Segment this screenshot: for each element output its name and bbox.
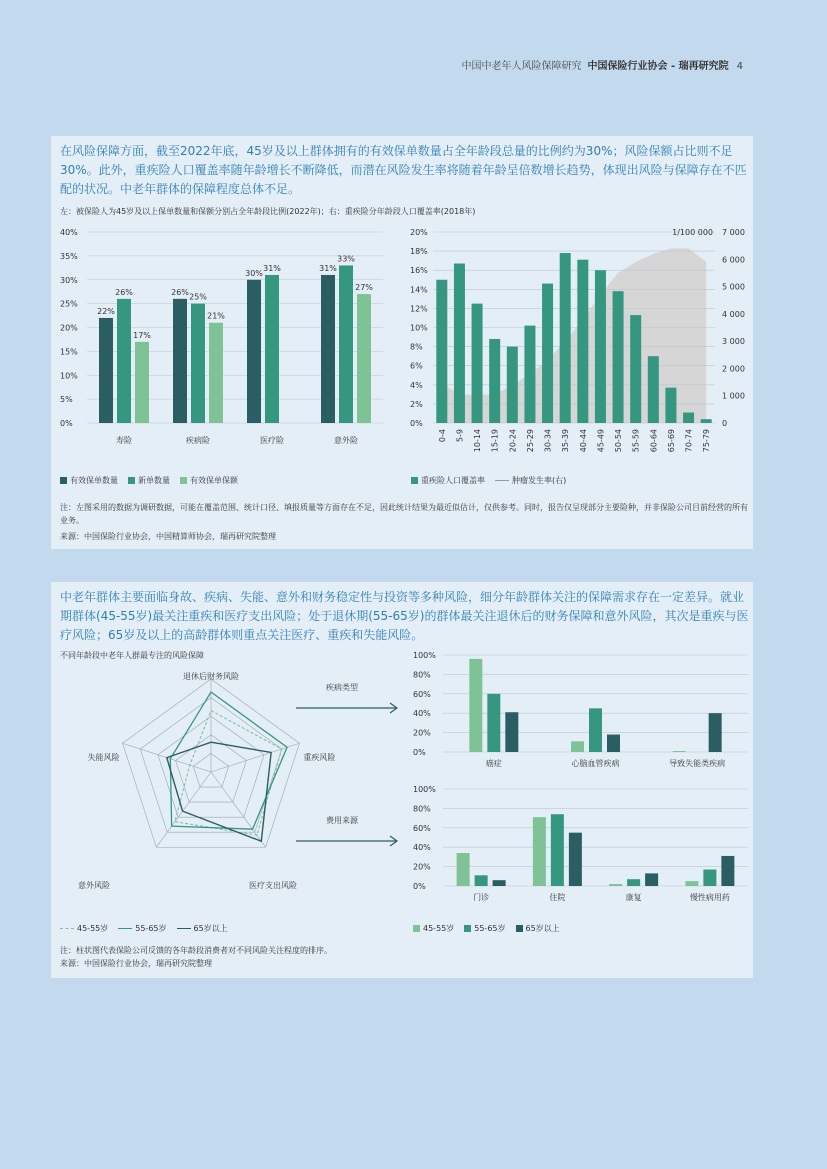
bars-legend bbox=[413, 923, 560, 934]
x-tick-label: 75-79 bbox=[702, 429, 712, 453]
bar bbox=[135, 342, 149, 423]
y-tick-label: 20% bbox=[410, 228, 428, 237]
radar-axis-label: 失能风险 bbox=[87, 753, 120, 762]
bar bbox=[560, 253, 571, 423]
arrows bbox=[291, 672, 411, 902]
y-tick-label: 80% bbox=[413, 670, 431, 680]
bar bbox=[645, 873, 658, 886]
coverage-intro: 在风险保障方面，截至2022年底，45岁及以上群体拥有的有效保单数量占全年龄段总量的比例约为30%；风险保额占比则不足30%。此外，重疾险人口覆盖率随年龄增长不断降低，而潜在风险发生率将随着年龄呈倍数增长趋势，体现出风险与保障存在不匹配的状况。中老年群体的保障程度总体不足。 bbox=[60, 144, 747, 196]
coverage-panel bbox=[51, 136, 753, 549]
bar bbox=[542, 284, 553, 423]
bar bbox=[701, 419, 712, 423]
legend-item: 45-55岁 bbox=[413, 923, 454, 934]
y-tick-label: 14% bbox=[410, 285, 428, 295]
bar bbox=[321, 275, 335, 423]
bar bbox=[609, 884, 622, 886]
y2-tick-label: 2 000 bbox=[722, 364, 745, 374]
bar bbox=[703, 870, 716, 886]
x-tick-label: 30-34 bbox=[543, 429, 553, 453]
bar bbox=[721, 856, 734, 886]
x-tick-label: 40-44 bbox=[578, 429, 588, 453]
x-tick-label: 意外险 bbox=[334, 436, 358, 445]
bar bbox=[99, 318, 113, 423]
x-tick-label: 50-54 bbox=[614, 429, 624, 453]
bar bbox=[683, 412, 694, 423]
bar bbox=[454, 264, 465, 423]
x-tick-label: 慢性病用药 bbox=[689, 893, 730, 902]
bar bbox=[191, 304, 205, 423]
y-tick-label: 0% bbox=[413, 748, 426, 757]
radar-title: 不同年龄段中老年人群最专注的风险保障 bbox=[60, 651, 204, 660]
cost-source-chart bbox=[403, 782, 753, 912]
bar bbox=[613, 291, 624, 423]
x-tick-label: 医疗险 bbox=[260, 436, 284, 445]
y2-unit-label: 1/100 000 bbox=[672, 228, 713, 237]
legend-item: 45-55岁 bbox=[60, 923, 108, 934]
y2-tick-label: 7 000 bbox=[722, 228, 745, 237]
bar bbox=[673, 751, 686, 752]
bar bbox=[665, 388, 676, 423]
page-header bbox=[462, 57, 744, 72]
bar bbox=[577, 260, 588, 423]
x-tick-label: 心脑血管疾病 bbox=[571, 759, 620, 768]
x-tick-label: 70-74 bbox=[684, 429, 694, 453]
y-tick-label: 2% bbox=[410, 399, 423, 409]
x-tick-label: 门诊 bbox=[473, 893, 490, 902]
bar bbox=[339, 265, 353, 423]
data-label: 31% bbox=[263, 263, 281, 273]
bar bbox=[457, 853, 470, 886]
x-tick-label: 疾病险 bbox=[186, 436, 210, 445]
legend-item: 肿瘤发生率(右) bbox=[495, 475, 566, 486]
y-tick-label: 0% bbox=[413, 882, 426, 891]
right-chart-legend bbox=[411, 475, 566, 486]
bar bbox=[507, 347, 518, 423]
y-tick-label: 35% bbox=[60, 251, 78, 261]
y-tick-label: 25% bbox=[60, 299, 78, 309]
risk-note: 注：柱状图代表保险公司反馈的各年龄段消费者对不同风险关注程度的排序。 bbox=[60, 946, 332, 955]
radar-legend bbox=[60, 923, 228, 934]
y-tick-label: 60% bbox=[413, 689, 431, 699]
bar bbox=[685, 881, 698, 886]
data-label: 21% bbox=[207, 311, 225, 321]
y-tick-label: 20% bbox=[413, 862, 431, 872]
coverage-caption: 左：被保险人为45岁及以上保单数量和保额分别占全年龄段比例(2022年)；右：重疾险分年龄段人口覆盖率(2018年) bbox=[60, 207, 476, 216]
bar bbox=[533, 817, 546, 886]
y-tick-label: 30% bbox=[60, 275, 78, 285]
data-label: 26% bbox=[115, 287, 133, 297]
bar bbox=[472, 304, 483, 423]
y-tick-label: 18% bbox=[410, 247, 428, 257]
bar bbox=[551, 814, 564, 886]
bar bbox=[173, 299, 187, 423]
bar bbox=[627, 879, 640, 886]
disease-type-chart bbox=[403, 648, 753, 778]
data-label: 17% bbox=[133, 330, 151, 340]
risk-intro: 中老年群体主要面临身故、疾病、失能、意外和财务稳定性与投资等多种风险，细分年龄群体关注的保障需求存在一定差异。就业期群体(45-55岁)最关注重疾和医疗支出风险；处于退休期(55-65岁)的群体最关注退休后的财务保障和意外风险，其次是重疾与医疗风险；65岁及以上的高龄群体则重点关注医疗、重疾和失能风险。 bbox=[60, 590, 749, 642]
page-number: 4 bbox=[736, 61, 743, 72]
y-tick-label: 40% bbox=[413, 709, 431, 719]
bar bbox=[709, 713, 722, 752]
y-tick-label: 16% bbox=[410, 266, 428, 276]
x-tick-label: 15-19 bbox=[490, 429, 500, 453]
x-tick-label: 65-69 bbox=[666, 429, 676, 453]
bar bbox=[436, 280, 447, 423]
y-tick-label: 100% bbox=[413, 651, 436, 660]
ci-coverage-chart bbox=[403, 224, 753, 464]
x-tick-label: 45-49 bbox=[596, 429, 606, 453]
bar bbox=[469, 659, 482, 752]
y-tick-label: 10% bbox=[410, 323, 428, 333]
x-tick-label: 导致失能类疾病 bbox=[669, 759, 726, 768]
bar bbox=[475, 875, 488, 886]
y-tick-label: 80% bbox=[413, 804, 431, 814]
coverage-note: 注：左图采用的数据为调研数据，可能在覆盖范围、统计口径、填报质量等方面存在不足，因此统计结果为最近似估计，仅供参考。同时，报告仅呈现部分主要险种，并非保险公司目前经营的所有业务。 bbox=[60, 503, 748, 525]
x-tick-label: 0-4 bbox=[437, 429, 447, 443]
y-tick-label: 0% bbox=[60, 419, 73, 428]
legend-item: 新单数量 bbox=[128, 475, 170, 486]
radar-series bbox=[175, 711, 282, 836]
bar bbox=[630, 315, 641, 423]
legend-item: 65岁以上 bbox=[177, 923, 228, 934]
bar bbox=[648, 356, 659, 423]
bar bbox=[209, 323, 223, 423]
policy-share-chart bbox=[51, 224, 391, 464]
x-tick-label: 20-24 bbox=[508, 429, 518, 453]
data-label: 27% bbox=[355, 283, 373, 293]
header-study: 中国中老年人风险保障研究 bbox=[461, 61, 582, 72]
x-tick-label: 癌症 bbox=[485, 759, 502, 768]
y-tick-label: 60% bbox=[413, 823, 431, 833]
radar-spoke bbox=[156, 772, 211, 847]
header-org: 中国保险行业协会 - 瑞再研究院 bbox=[587, 61, 729, 72]
legend-item: 65岁以上 bbox=[516, 923, 560, 934]
data-label: 30% bbox=[245, 268, 263, 278]
y-tick-label: 15% bbox=[60, 347, 78, 357]
y-tick-label: 40% bbox=[413, 843, 431, 853]
left-chart-legend bbox=[60, 475, 238, 486]
y2-tick-label: 0 bbox=[722, 419, 728, 428]
y-tick-label: 12% bbox=[410, 304, 428, 314]
x-tick-label: 5-9 bbox=[455, 429, 465, 443]
radar-axis-label: 重疾风险 bbox=[303, 753, 336, 762]
y-tick-label: 5% bbox=[60, 395, 73, 405]
data-label: 31% bbox=[319, 263, 337, 273]
x-tick-label: 35-39 bbox=[561, 429, 571, 453]
bar bbox=[487, 694, 500, 752]
bar bbox=[589, 708, 602, 752]
arrow2-label: 费用来源 bbox=[326, 816, 358, 825]
x-tick-label: 住院 bbox=[549, 893, 566, 902]
y-tick-label: 6% bbox=[410, 361, 423, 371]
y2-tick-label: 1 000 bbox=[722, 391, 745, 401]
y-tick-label: 8% bbox=[410, 342, 423, 352]
radar-spoke bbox=[211, 743, 299, 772]
bar bbox=[571, 741, 584, 752]
legend-item: 55-65岁 bbox=[118, 923, 166, 934]
risk-source: 来源：中国保险行业协会，瑞再研究院整理 bbox=[60, 959, 212, 968]
x-tick-label: 寿险 bbox=[116, 436, 132, 445]
y-tick-label: 100% bbox=[413, 785, 436, 794]
radar-spoke bbox=[211, 772, 266, 847]
legend-item: 重疾险人口覆盖率 bbox=[411, 475, 485, 486]
x-tick-label: 60-64 bbox=[649, 429, 659, 453]
legend-item: 55-65岁 bbox=[464, 923, 505, 934]
y-tick-label: 40% bbox=[60, 228, 78, 237]
bar bbox=[247, 280, 261, 423]
x-tick-label: 25-29 bbox=[525, 429, 535, 453]
bar bbox=[595, 270, 606, 423]
data-label: 22% bbox=[97, 306, 115, 316]
bar bbox=[524, 326, 535, 423]
data-label: 33% bbox=[337, 254, 355, 264]
y-tick-label: 20% bbox=[60, 323, 78, 333]
x-tick-label: 康复 bbox=[625, 893, 642, 902]
x-tick-label: 10-14 bbox=[473, 429, 483, 453]
bar bbox=[357, 294, 371, 423]
legend-item: 有效保单数量 bbox=[60, 475, 118, 486]
bar bbox=[117, 299, 131, 423]
y-tick-label: 10% bbox=[60, 371, 78, 381]
risk-panel bbox=[51, 582, 753, 978]
legend-item: 有效保单保额 bbox=[180, 475, 238, 486]
y2-tick-label: 5 000 bbox=[722, 282, 745, 292]
coverage-source: 来源：中国保险行业协会，中国精算师协会，瑞再研究院整理 bbox=[60, 532, 276, 541]
y-tick-label: 0% bbox=[410, 419, 423, 428]
bar bbox=[569, 833, 582, 886]
y-tick-label: 4% bbox=[410, 380, 423, 390]
y2-tick-label: 4 000 bbox=[722, 309, 745, 319]
radar-axis-label: 退休后财务风险 bbox=[183, 672, 239, 681]
bar bbox=[489, 339, 500, 423]
y2-tick-label: 3 000 bbox=[722, 337, 745, 347]
y-tick-label: 20% bbox=[413, 728, 431, 738]
y2-tick-label: 6 000 bbox=[722, 255, 745, 265]
x-tick-label: 55-59 bbox=[631, 429, 641, 453]
data-label: 26% bbox=[171, 287, 189, 297]
data-label: 25% bbox=[189, 292, 207, 302]
bar bbox=[493, 880, 506, 886]
bar bbox=[607, 735, 620, 752]
radar-axis-label: 意外风险 bbox=[78, 881, 110, 890]
bar bbox=[265, 275, 279, 423]
radar-axis-label: 医疗支出风险 bbox=[249, 881, 297, 890]
arrow1-label: 疾病类型 bbox=[326, 683, 358, 692]
bar bbox=[505, 712, 518, 752]
